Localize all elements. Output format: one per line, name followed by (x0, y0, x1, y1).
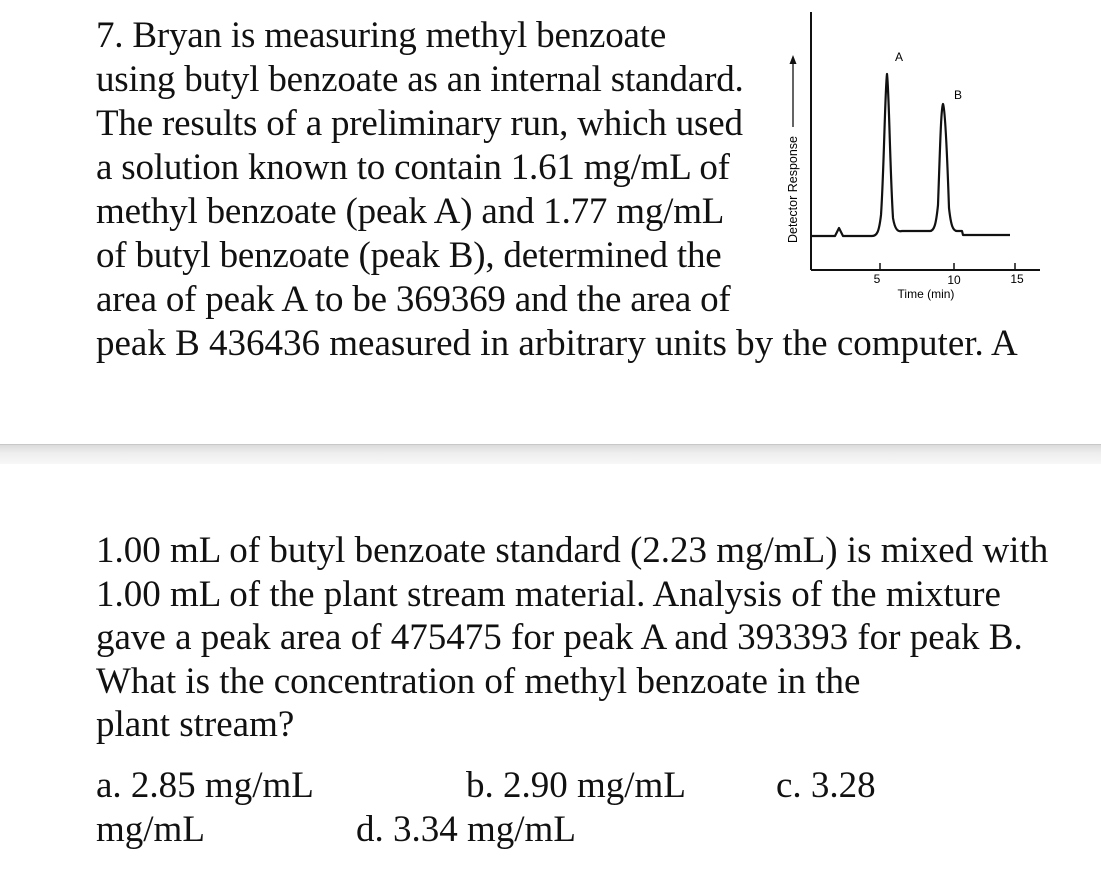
option-a[interactable]: a. 2.85 mg/mL (96, 765, 314, 806)
y-arrow-head (790, 55, 797, 64)
continuation-line: 1.00 mL of the plant stream material. Analysis of the mixture (96, 573, 1001, 615)
question-continuation (96, 529, 1086, 747)
x-tick-label: 5 (873, 272, 881, 286)
option-c-continuation: mg/mL (96, 809, 205, 850)
question-text (96, 14, 796, 322)
page-divider-line (0, 444, 1101, 445)
chromatogram-trace (812, 74, 1010, 236)
question-line: a solution known to contain 1.61 mg/mL of (96, 147, 730, 188)
x-tick-label: 15 (1010, 272, 1024, 286)
peak-label-b: B (953, 88, 963, 102)
question-line: area of peak A to be 369369 and the area of (96, 279, 731, 320)
option-c[interactable]: c. 3.28 (776, 765, 876, 806)
x-tick-label: 10 (947, 273, 961, 287)
option-b[interactable]: b. 2.90 mg/mL (466, 765, 686, 806)
question-line: of butyl benzoate (peak B), determined the (96, 235, 722, 276)
chromatogram-figure (780, 0, 1080, 310)
question-line: methyl benzoate (peak A) and 1.77 mg/mL (96, 191, 725, 232)
y-axis-label: Detector Response (786, 135, 800, 243)
option-d[interactable]: d. 3.34 mg/mL (356, 809, 576, 850)
page-divider (0, 444, 1101, 464)
continuation-line: plant stream? (96, 704, 295, 745)
continuation-line: What is the concentration of methyl benzoate in the (96, 660, 861, 702)
question-line: using butyl benzoate as an internal standard. (96, 59, 744, 100)
peak-label-a: A (894, 50, 904, 64)
question-line: peak B 436436 measured in arbitrary units by the computer. A (96, 323, 1018, 364)
question-line: 7. Bryan is measuring methyl benzoate (96, 15, 667, 56)
x-axis-label: Time (min) (897, 287, 955, 301)
continuation-line: 1.00 mL of butyl benzoate standard (2.23 mg/mL) is mixed with (96, 530, 1049, 571)
question-line: The results of a preliminary run, which used (96, 103, 743, 144)
continuation-line: gave a peak area of 475475 for peak A and 393393 for peak B. (96, 617, 1023, 658)
